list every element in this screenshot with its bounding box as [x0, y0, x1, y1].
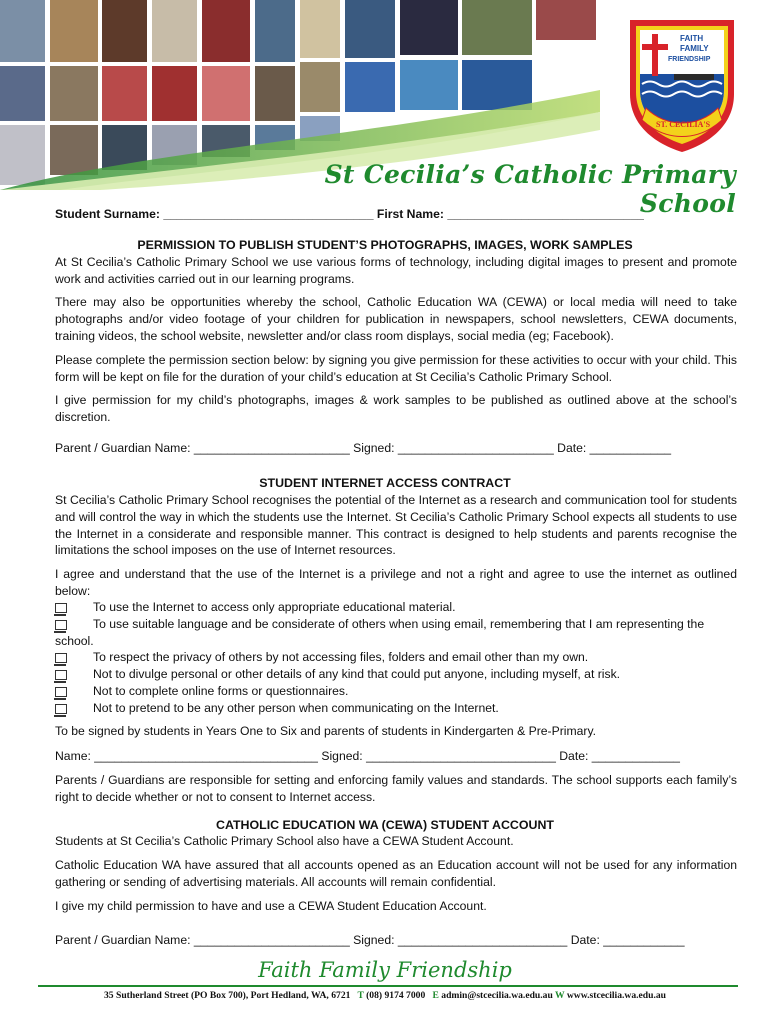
rule-text: To use suitable language and be considerate of others when using email, remembering that I am representing the school. [55, 616, 705, 648]
rule-text: Not to complete online forms or questionnaires. [93, 683, 349, 698]
surname-field[interactable]: _______________________________ [163, 207, 374, 221]
email-letter: E [432, 990, 439, 1001]
list-item [55, 599, 737, 616]
crest-ribbon-text: ST. CECILIA'S [656, 120, 711, 129]
computer-icon [55, 704, 67, 714]
rule-text: To use the Internet to access only appropriate educational material. [93, 600, 456, 614]
internet-paragraph-1: St Cecilia’s Catholic Primary School recognises the potential of the Internet as a research and communication tool for students and will control the way in which the students use the Internet. St Cecilia’s Catholic Primary School expects all students to use the Internet in a considerate and responsible manner. This contract is designed to help students and parents recognise the limitations the school imposes on the use of Internet resources. [55, 493, 737, 558]
computer-icon [55, 687, 67, 697]
internet-paragraph-2: I agree and understand that the use of the Internet is a privilege and not a right and agree to use the internet as outlined below: [55, 567, 737, 598]
internet-signature-line[interactable]: Name: _________________________________ Signed: ____________________________ Date: _____________ [55, 749, 680, 763]
cewa-section-heading: CATHOLIC EDUCATION WA (CEWA) STUDENT ACCOUNT [216, 818, 554, 832]
photos-signature-line[interactable]: Parent / Guardian Name: _______________________ Signed: _______________________ Date: ____________ [55, 441, 672, 455]
list-item [55, 616, 737, 650]
internet-paragraph-3: To be signed by students in Years One to Six and parents of students in Kindergarten & Pre-Primary. [55, 724, 597, 738]
list-item [55, 649, 737, 666]
phone-number: (08) 9174 7000 [366, 990, 426, 1001]
cewa-paragraph-3: I give my child permission to have and use a CEWA Student Education Account. [55, 899, 487, 913]
crest-motto-line-1: FAITH [680, 34, 704, 43]
computer-icon [55, 603, 67, 613]
rule-text: Not to divulge personal or other details of any kind that could put anyone, including myself, at risk. [93, 667, 621, 682]
photos-paragraph-4: I give permission for my child’s photographs, images & work samples to be published as outlined above at the school’s discretion. [55, 393, 737, 424]
student-name-line [55, 206, 644, 222]
computer-icon [55, 620, 67, 630]
school-crest-logo [626, 16, 738, 154]
address-text: 35 Sutherland Street (PO Box 700), Port Hedland, WA, 6721 [104, 990, 351, 1001]
cewa-paragraph-2: Catholic Education WA have assured that all accounts opened as an Education account will not be used for any information gathering or sending of advertising materials. All accounts will remain confidential. [55, 858, 737, 889]
footer-address [0, 990, 770, 1001]
phone-letter: T [357, 990, 364, 1001]
cewa-signature-line[interactable]: Parent / Guardian Name: _______________________ Signed: _________________________ Date: ____________ [55, 933, 685, 947]
list-item [55, 666, 737, 683]
internet-rules-list [55, 599, 737, 717]
rule-text: To respect the privacy of others by not accessing files, folders and email other than my own. [93, 650, 589, 665]
footer-divider [38, 985, 738, 987]
first-name-field[interactable]: _____________________________ [447, 207, 644, 221]
website-link[interactable]: www.stcecilia.wa.edu.au [566, 990, 666, 1001]
photos-section-heading: PERMISSION TO PUBLISH STUDENT’S PHOTOGRAPHS, IMAGES, WORK SAMPLES [137, 238, 633, 252]
computer-icon [55, 653, 67, 663]
computer-icon [55, 670, 67, 680]
surname-label: Student Surname: [55, 207, 160, 221]
crest-motto-line-3: FRIENDSHIP [668, 56, 711, 63]
email-link[interactable]: admin@stcecilia.wa.edu.au [441, 990, 553, 1001]
internet-paragraph-4: Parents / Guardians are responsible for setting and enforcing family values and standards. The school supports each family’s right to decide whether or not to consent to Internet access. [55, 773, 737, 804]
list-item [55, 683, 737, 700]
web-letter: W [555, 990, 565, 1001]
crest-motto-line-2: FAMILY [680, 44, 709, 53]
school-name-title: St Cecilia’s Catholic Primary School [324, 160, 736, 218]
internet-section-heading: STUDENT INTERNET ACCESS CONTRACT [259, 476, 511, 490]
photos-paragraph-3: Please complete the permission section below: by signing you give permission for these activities to occur with your child. This form will be kept on file for the duration of your child’s education at St Cecilia’s Catholic Primary School. [55, 353, 737, 384]
photos-paragraph-2: There may also be opportunities whereby the school, Catholic Education WA (CEWA) or local media will need to take photographs and/or video footage of your children for publication in newspapers, school newsletters, CEWA documents, training videos, the school website, newsletter and/or class room displays, social media (eg; Facebook). [55, 295, 737, 343]
footer-motto: Faith Family Friendship [258, 958, 512, 982]
cewa-paragraph-1: Students at St Cecilia’s Catholic Primary School also have a CEWA Student Account. [55, 834, 514, 848]
photos-paragraph-1: At St Cecilia’s Catholic Primary School we use various forms of technology, including digital images to present and promote work and activities carried out in our learning programs. [55, 255, 737, 286]
first-name-label: First Name: [376, 207, 444, 221]
rule-text: Not to pretend to be any other person when communicating on the Internet. [93, 700, 499, 715]
list-item [55, 700, 737, 717]
